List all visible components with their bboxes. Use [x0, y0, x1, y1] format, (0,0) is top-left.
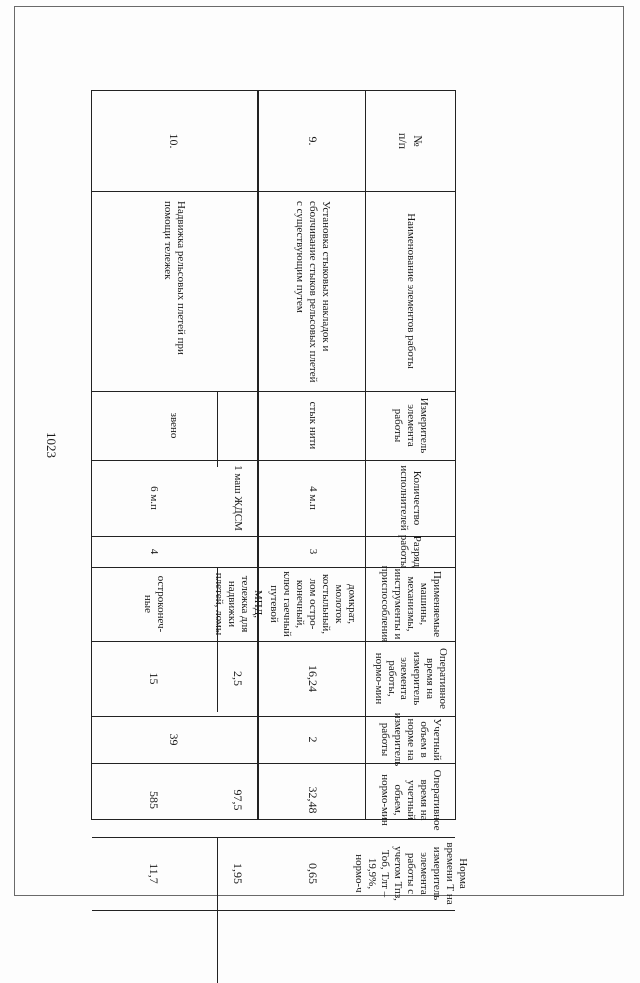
row-10-norm-time-b: 11,7 [147, 863, 162, 884]
row-10-volume: 39 [167, 733, 182, 746]
row-9-volume: 2 [305, 736, 320, 743]
row-10-tools-b: остроконеч-ные [142, 575, 167, 633]
row-10-op-time-b: 15 [147, 672, 162, 685]
row-10-performers-a: 1 маш ЖДСМ [232, 465, 245, 531]
row-10-element: Надвижка рельсовых плетей при помощи тележек [162, 201, 187, 355]
header-norm-time: Норма времени Т на измеритель элемента работы с учетом Тпз, Тоб, Тлт – 19,9%, нормо-ч [353, 842, 469, 905]
header-unit: Измеритель элемента работы [392, 397, 430, 454]
header-num: № п/п [396, 132, 425, 150]
row-10-unit: звено [168, 412, 181, 439]
row-9-op-time-total: 32,48 [305, 786, 320, 814]
norm-table [91, 90, 469, 905]
row-10-performers-b: 6 м.п [148, 486, 161, 510]
rule [92, 910, 455, 911]
row-10-norm-time-a: 1,95 [231, 863, 246, 884]
row-9-unit: стык нити [306, 401, 319, 450]
row-10-op-time-total-a: 97,5 [231, 789, 246, 811]
header-performers: Количество исполнителей [398, 465, 424, 531]
header-tools: Применяемые машины, механизмы, инструменты и приспособления [379, 565, 443, 643]
row-9-grade: 3 [306, 548, 319, 555]
row-9-op-time: 16,24 [305, 665, 320, 692]
row-10-grade: 4 [148, 548, 161, 555]
header-op-time: Оперативное время на измеритель элемента работы, нормо-мин [372, 647, 450, 710]
header-element: Наименование элементов работы [404, 213, 417, 369]
row-10-num: 10. [167, 133, 182, 149]
header-grade: Разряд работы [398, 534, 424, 569]
row-10-op-time-a: 2,5 [231, 671, 246, 686]
header-op-time-total: Оперативное время на учетный объем, нормо-мин [379, 769, 443, 831]
header-volume: Учетный объем в норме на измеритель работы [379, 712, 443, 767]
row-9-norm-time: 0,65 [305, 863, 320, 884]
row-9-element: Установка стыковых накладок и сболчивание стыков рельсовых плетей с существующим путем [294, 201, 332, 383]
page-number: 1023 [44, 432, 59, 458]
row-9-performers: 4 м.п [306, 486, 319, 510]
row-10-tools-a: МПД, тележка для надвижки плетей, ломы [213, 572, 264, 636]
row-9-num: 9. [305, 136, 320, 146]
row-10-op-time-total-b: 585 [147, 791, 162, 809]
row-9-tools: домкрат, молоток костыльный, лом остро-конечный, ключ гаечный путевой [268, 571, 358, 637]
